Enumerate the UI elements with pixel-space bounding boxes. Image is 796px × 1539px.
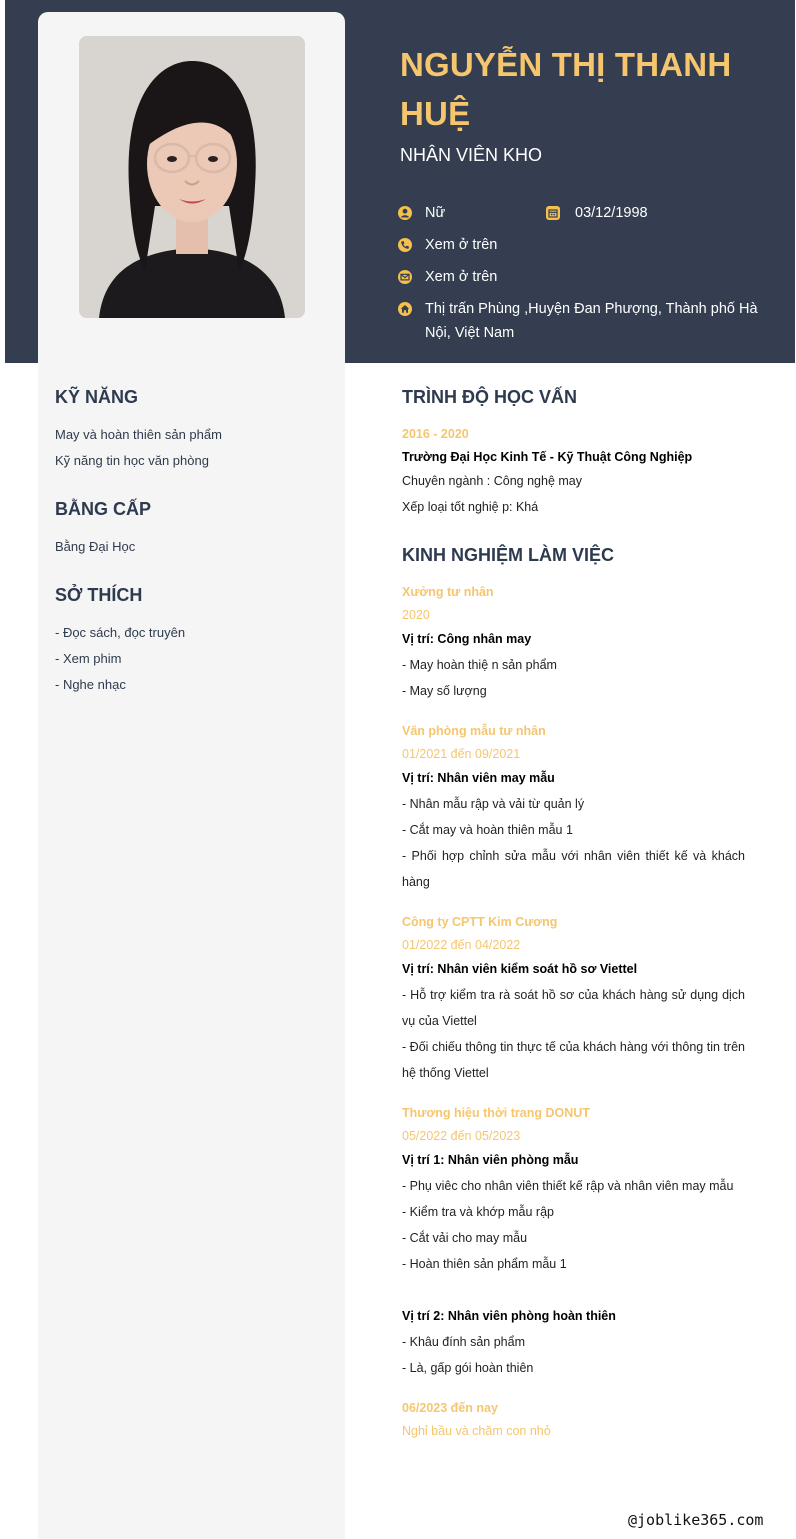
job-position: Vị trí: Nhân viên may mẫu: [402, 771, 555, 785]
job-position: Vị trí 2: Nhân viên phòng hoàn thiên: [402, 1309, 616, 1323]
job-duty: - Đối chiếu thông tin thực tế của khách hàng với thông tin trên hệ thống Viettel: [402, 1040, 745, 1080]
job-org: Xưởng tư nhân: [402, 585, 494, 599]
hobbies-heading: SỞ THÍCH: [55, 585, 143, 605]
phone-info: [398, 233, 758, 257]
education-major: Chuyên ngành : Công nghệ may: [402, 474, 582, 488]
mail-icon: [398, 270, 412, 284]
job-position: Vị trí 1: Nhân viên phòng mẫu: [402, 1153, 579, 1167]
phone-text: Xem ở trên: [425, 237, 498, 253]
school-name: Trường Đại Học Kinh Tế - Kỹ Thuật Công Nghiệp: [402, 450, 693, 464]
job-note: Nghỉ bầu và chăm con nhỏ: [402, 1424, 551, 1438]
certificate-item: Bằng Đại Học: [55, 539, 136, 554]
job-date: 01/2022 đến 04/2022: [402, 938, 521, 952]
job-duty: - Hoàn thiên sản phẩm mẫu 1: [402, 1257, 567, 1271]
address-info: [398, 297, 768, 347]
address-text: Thị trấn Phùng ,Huyện Đan Phượng, Thành phố Hà Nội, Việt Nam: [425, 301, 758, 341]
education-period: 2016 - 2020: [402, 427, 469, 441]
hobby-item: - Nghe nhạc: [55, 677, 126, 692]
job-duty: - May hoàn thiệ n sản phẩm: [402, 658, 557, 672]
gender-info: [398, 201, 538, 225]
job-duty: - Hỗ trợ kiểm tra rà soát hồ sơ của khách hàng sử dụng dịch vụ của Viettel: [402, 988, 745, 1028]
email-info: [398, 265, 758, 289]
phone-icon: [398, 238, 412, 252]
job-org: Thương hiệu thời trang DONUT: [402, 1106, 590, 1120]
certificates-heading: BẰNG CẤP: [55, 499, 152, 519]
job-duty: - Cắt may và hoàn thiên mẫu 1: [402, 823, 573, 837]
education-grade: Xếp loại tốt nghiệ p: Khá: [402, 500, 539, 514]
job-position: Vị trí: Nhân viên kiểm soát hồ sơ Viettel: [402, 962, 638, 976]
job-duty: - Là, gấp gói hoàn thiên: [402, 1361, 534, 1375]
education-heading: TRÌNH ĐỘ HỌC VẤN: [402, 387, 577, 407]
job-date: 2020: [402, 608, 430, 622]
job-duty: - Phối hợp chỉnh sửa mẫu với nhân viên thiết kế và khách hàng: [402, 849, 745, 889]
birthday-text: 03/12/1998: [575, 205, 648, 221]
profile-photo: [79, 36, 305, 318]
watermark: @joblike365.com: [628, 1511, 764, 1529]
job-org: Văn phòng mẫu tư nhân: [402, 724, 546, 738]
user-icon: [398, 206, 412, 220]
job-duty: - Phụ viêc cho nhân viên thiết kế rập và nhân viên may mẫu: [402, 1179, 734, 1193]
job-position: Vị trí: Công nhân may: [402, 632, 532, 646]
job-org: Công ty CPTT Kim Cương: [402, 915, 558, 929]
job-date: 06/2023 đến nay: [402, 1401, 498, 1415]
job-duty: - May số lượng: [402, 684, 487, 698]
gender-text: Nữ: [425, 205, 446, 221]
job-date: 05/2022 đến 05/2023: [402, 1129, 521, 1143]
calendar-icon: [546, 206, 560, 220]
job-duty: - Kiểm tra và khớp mẫu rập: [402, 1205, 555, 1219]
job-title: NHÂN VIÊN KHO: [400, 145, 543, 165]
hobby-item: - Xem phim: [55, 651, 122, 666]
skill-item: May và hoàn thiên sản phẩm: [55, 427, 222, 442]
candidate-name: NGUYỄN THỊ THANH HUỆ: [400, 46, 732, 132]
job-date: 01/2021 đến 09/2021: [402, 747, 521, 761]
job-duty: - Nhân mẫu rập và vải từ quản lý: [402, 797, 585, 811]
skills-heading: KỸ NĂNG: [55, 387, 139, 407]
hobby-item: - Đọc sách, đọc truyên: [55, 625, 186, 640]
home-icon: [398, 302, 412, 316]
email-text: Xem ở trên: [425, 269, 498, 285]
experience-heading: KINH NGHIỆM LÀM VIỆC: [402, 545, 615, 565]
skill-item: Kỹ năng tin học văn phòng: [55, 453, 209, 468]
job-duty: - Cắt vải cho may mẫu: [402, 1231, 528, 1245]
job-duty: - Khâu đính sản phẩm: [402, 1335, 525, 1349]
birthday-info: [546, 201, 766, 225]
